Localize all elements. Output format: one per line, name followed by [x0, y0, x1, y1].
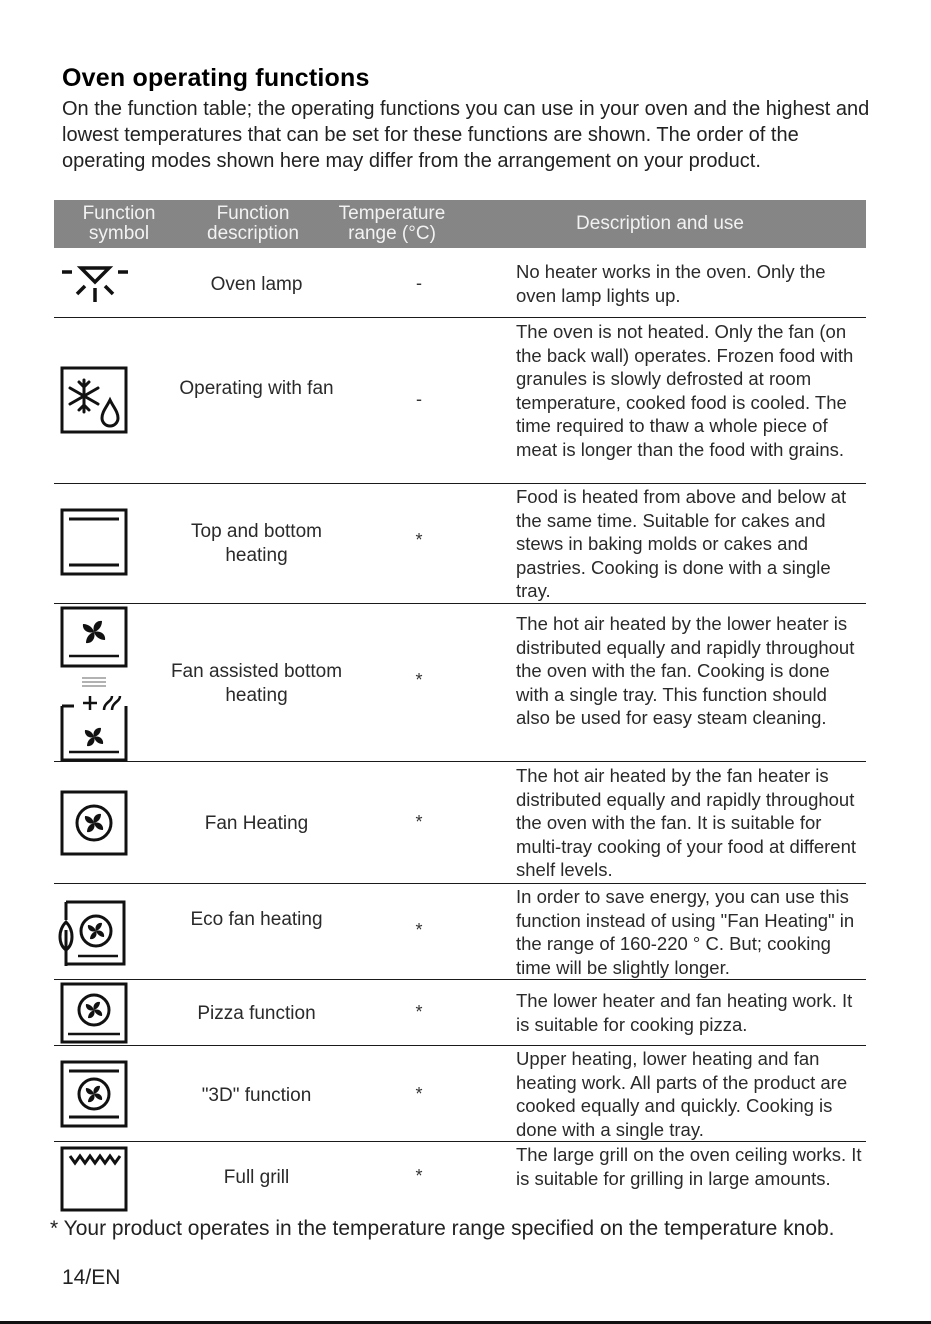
function-name: Pizza function	[197, 1003, 316, 1024]
temperature-range: *	[415, 1166, 423, 1186]
eco-fan-heating-icon	[56, 900, 130, 968]
temperature-range: *	[415, 920, 423, 940]
function-description: The hot air heated by the lower heater is distributed equally and rapidly throughout the oven with the fan. Cooking is done with a single tray. This function should also be used for easy steam cleaning.	[516, 613, 855, 728]
function-name: "3D" function	[201, 1085, 312, 1106]
function-description: Food is heated from above and below at the same time. Suitable for cakes and stews in baking molds or cakes and pastries. Cooking is done with a single tray.	[516, 486, 847, 601]
intro-paragraph: On the function table; the operating functions you can use in your oven and the highest and lowest temperatures that can be set for these functions are shown. The order of the operating modes shown here may differ from the arrangement on your product.	[62, 98, 870, 172]
function-name: Oven lamp	[210, 274, 303, 295]
header-function-symbol: Function symbol	[82, 203, 156, 244]
table-row	[54, 256, 866, 318]
table-row	[54, 318, 866, 484]
table-row	[54, 884, 866, 980]
page-title: Oven operating functions	[62, 64, 370, 92]
table-row	[54, 484, 866, 604]
top-bottom-heating-icon	[60, 508, 128, 576]
footnote: * Your product operates in the temperature range specified on the temperature knob.	[50, 1217, 835, 1240]
function-description: The hot air heated by the fan heater is distributed equally and rapidly throughout the oven with the fan. It is suitable for multi-tray cooking of your food at different shelf levels.	[516, 765, 857, 880]
header-temperature-range: Temperature range (°C)	[338, 203, 446, 244]
table-header	[54, 200, 866, 248]
3d-function-icon	[60, 1060, 128, 1128]
header-description-and-use: Description and use	[576, 213, 744, 234]
header-function-description: Function description	[207, 203, 299, 244]
function-description: In order to save energy, you can use this function instead of using "Fan Heating" in the range of 160-220 ° C. But; cooking time will be slightly longer.	[516, 886, 855, 978]
function-description: Upper heating, lower heating and fan heating work. All parts of the product are cooked equally and quickly. Cooking is done with a single tray.	[516, 1048, 848, 1140]
table-row	[54, 1142, 866, 1214]
function-name: Full grill	[223, 1167, 290, 1188]
pizza-function-icon	[60, 982, 128, 1044]
fan-bottom-heating-icon	[60, 606, 130, 762]
temperature-range: -	[416, 273, 422, 293]
function-description: The oven is not heated. Only the fan (on the back wall) operates. Frozen food with granules is slowly defrosted at room temperature, cooked food is cooled. The time required to thaw a whole piece of meat is longer than the food with grains.	[516, 321, 854, 460]
table-row	[54, 762, 866, 884]
table-row	[54, 980, 866, 1046]
temperature-range: *	[415, 1002, 423, 1022]
temperature-range: *	[415, 812, 423, 832]
function-name: Fan Heating	[204, 813, 309, 834]
function-name: Operating with fan	[179, 378, 334, 399]
temperature-range: *	[415, 670, 423, 690]
function-name: Fan assisted bottom heating	[170, 661, 343, 706]
function-description: No heater works in the oven. Only the oven lamp lights up.	[516, 261, 826, 306]
full-grill-icon	[60, 1146, 128, 1212]
table-row	[54, 1046, 866, 1142]
fan-heating-icon	[60, 790, 128, 856]
function-name: Top and bottom heating	[191, 521, 322, 566]
page-number: 14/EN	[62, 1266, 121, 1289]
temperature-range: *	[415, 530, 423, 550]
functions-table	[54, 200, 866, 1189]
temperature-range: *	[415, 1084, 423, 1104]
function-description: The lower heater and fan heating work. It is suitable for cooking pizza.	[516, 990, 853, 1035]
function-description: The large grill on the oven ceiling works. It is suitable for grilling in large amounts.	[516, 1144, 862, 1189]
oven-lamp-icon	[60, 264, 130, 306]
temperature-range: -	[416, 389, 422, 409]
defrost-fan-icon	[60, 366, 128, 434]
function-name: Eco fan heating	[190, 909, 323, 930]
table-row	[54, 604, 866, 762]
